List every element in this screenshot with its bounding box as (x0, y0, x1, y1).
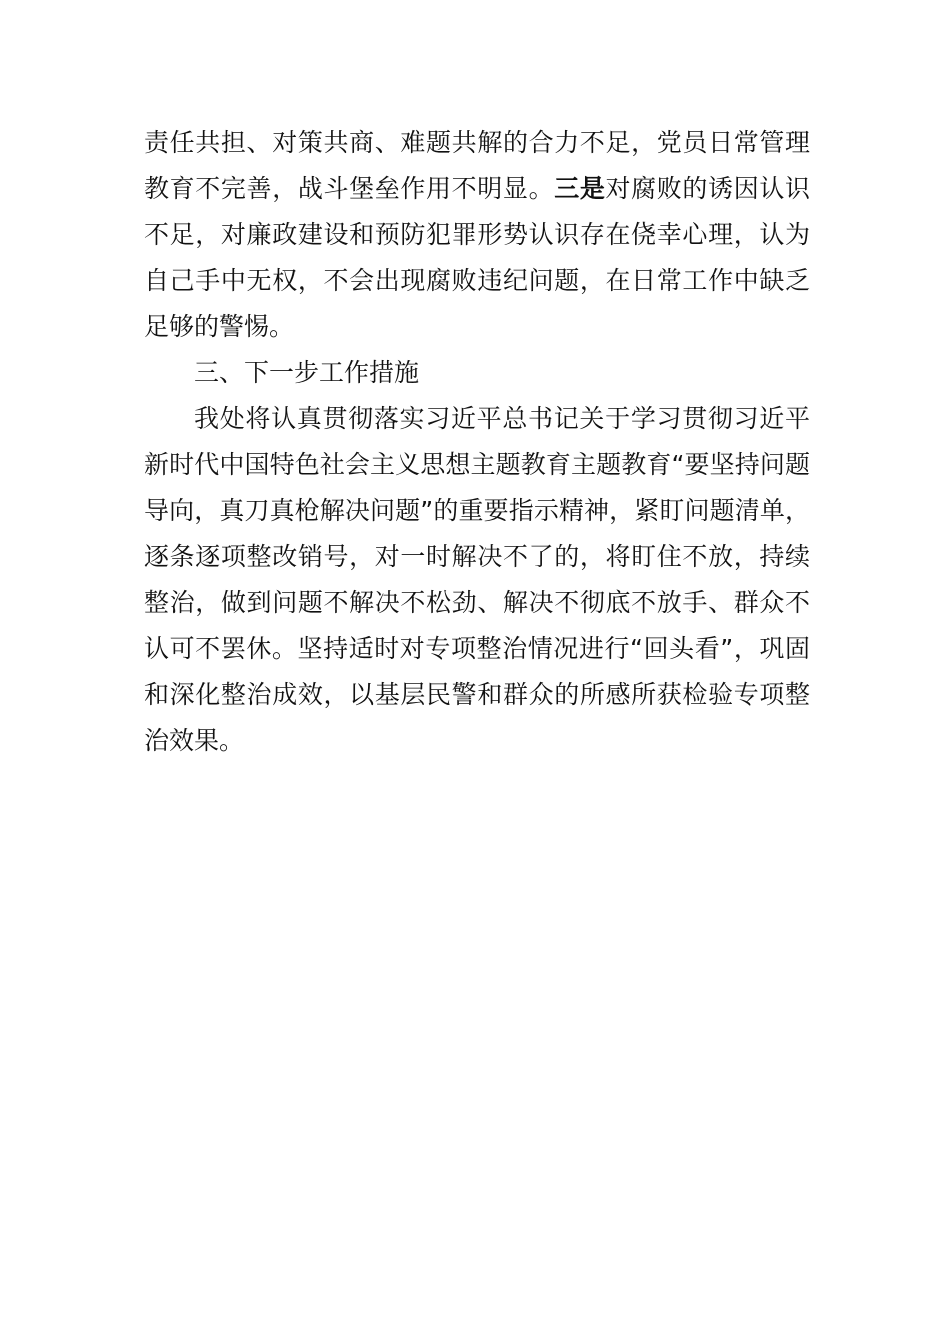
paragraph-text: 对腐败的诱因认识不足，对廉政建设和预防犯罪形势认识存在侥幸心理，认为自己手中无权，不会出现腐败违纪问题，在日常工作中缺乏足够的警惕。 (144, 174, 810, 341)
paragraph-problems-continued (144, 120, 810, 350)
document-body (144, 120, 810, 764)
bold-lead-text: 三是 (554, 174, 606, 203)
section-heading: 三、下一步工作措施 (194, 358, 420, 387)
paragraph-next-steps: 我处将认真贯彻落实习近平总书记关于学习贯彻习近平新时代中国特色社会主义思想主题教育主题教育“要坚持问题导向，真刀真枪解决问题”的重要指示精神，紧盯问题清单，逐条逐项整改销号，对一时解决不了的，将盯住不放，持续整治，做到问题不解决不松劲、解决不彻底不放手、群众不认可不罢休。坚持适时对专项整治情况进行“回头看”，巩固和深化整治成效，以基层民警和群众的所感所获检验专项整治效果。 (144, 404, 810, 755)
paragraph-text: 责任共担、对策共商、难题共解的合力不足，党员日常管理教育不完善，战斗堡垒作用不明显。 (144, 128, 810, 203)
